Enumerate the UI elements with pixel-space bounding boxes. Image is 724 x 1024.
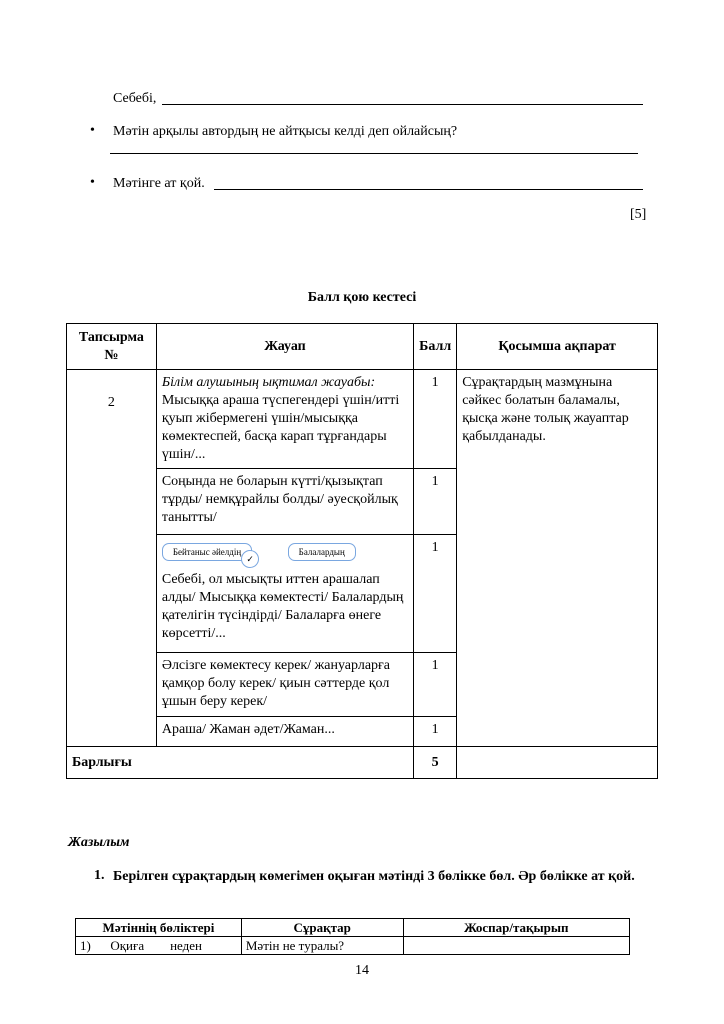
plan-part-cell: 1) Оқиға неден bbox=[76, 937, 242, 955]
score-cell: 1 bbox=[414, 370, 457, 469]
answer-lead: Білім алушының ықтимал жауабы: bbox=[161, 375, 376, 390]
header-score: Балл bbox=[414, 324, 457, 370]
total-score: 5 bbox=[414, 747, 457, 779]
header-extra: Қосымша ақпарат bbox=[457, 324, 658, 370]
task-number-label: 1. bbox=[94, 868, 105, 883]
answer-line[interactable] bbox=[110, 153, 638, 154]
page-number: 14 bbox=[355, 963, 369, 978]
plan-table bbox=[75, 918, 630, 955]
question-title: Мәтінге ат қой. bbox=[113, 176, 205, 191]
answer-cell: Соңында не боларын күтті/қызықтап тұрды/ немқұрайлы болды/ әуесқойлық танытты/ bbox=[156, 469, 413, 535]
answer-cell bbox=[156, 370, 413, 469]
task-number: 2 bbox=[67, 370, 157, 747]
plan-input-cell[interactable] bbox=[403, 937, 629, 955]
answer-text: Себебі, ол мысықты иттен арашалап алды/ Мысыққа көмектесті/ Балалардың қателігін түсіндірді/ Балаларға өнеге көрсетті/... bbox=[161, 572, 404, 641]
total-extra bbox=[457, 747, 658, 779]
choice-bubble-children[interactable]: Балалардың bbox=[288, 543, 356, 561]
score-table bbox=[66, 323, 658, 779]
score-cell: 1 bbox=[414, 717, 457, 747]
answer-text: Мысыққа араша түспегендері үшін/итті қуып жібермегені үшін/мысыққа көмектеспей, басқа карап тұрғандары үшін/... bbox=[161, 393, 400, 462]
score-table-title: Балл қою кестесі bbox=[307, 290, 417, 305]
choice-bubble-woman[interactable]: Бейтаныс әйелдің ✓ bbox=[162, 543, 252, 561]
score-cell: 1 bbox=[414, 535, 457, 653]
answer-cell: Әлсізге көмектесу керек/ жануарларға қамқор болу керек/ қиын сәттерде қол ұшын беру керек/ bbox=[156, 653, 413, 717]
points-badge: [5] bbox=[630, 207, 647, 222]
plan-header-parts: Мәтіннің бөліктері bbox=[76, 919, 242, 937]
extra-info: Сұрақтардың мазмұнына сәйкес болатын баламалы, қысқа және толық жауаптар қабылданады. bbox=[457, 370, 658, 747]
score-cell: 1 bbox=[414, 469, 457, 535]
check-icon: ✓ bbox=[241, 550, 259, 568]
task-text: Берілген сұрақтардың көмегімен оқыған мәтінді 3 бөлікке бөл. Әр бөлікке ат қой. bbox=[113, 869, 635, 884]
answer-cell: Араша/ Жаман әдет/Жаман... bbox=[156, 717, 413, 747]
plan-question-cell: Мәтін не туралы? bbox=[241, 937, 403, 955]
plan-header-plan: Жоспар/тақырып bbox=[403, 919, 629, 937]
reason-label: Себебі, bbox=[113, 91, 157, 106]
header-task: Тапсырма № bbox=[67, 324, 157, 370]
header-answer: Жауап bbox=[156, 324, 413, 370]
score-cell: 1 bbox=[414, 653, 457, 717]
answer-line[interactable] bbox=[162, 104, 643, 105]
question-author-intent: Мәтін арқылы автордың не айтқысы келді деп ойлайсың? bbox=[113, 124, 458, 139]
bullet-icon: • bbox=[90, 123, 95, 138]
plan-header-questions: Сұрақтар bbox=[241, 919, 403, 937]
bullet-icon: • bbox=[90, 175, 95, 190]
section-title: Жазылым bbox=[68, 835, 130, 850]
answer-cell bbox=[156, 535, 413, 653]
answer-line[interactable] bbox=[214, 189, 643, 190]
total-label: Барлығы bbox=[67, 747, 414, 779]
